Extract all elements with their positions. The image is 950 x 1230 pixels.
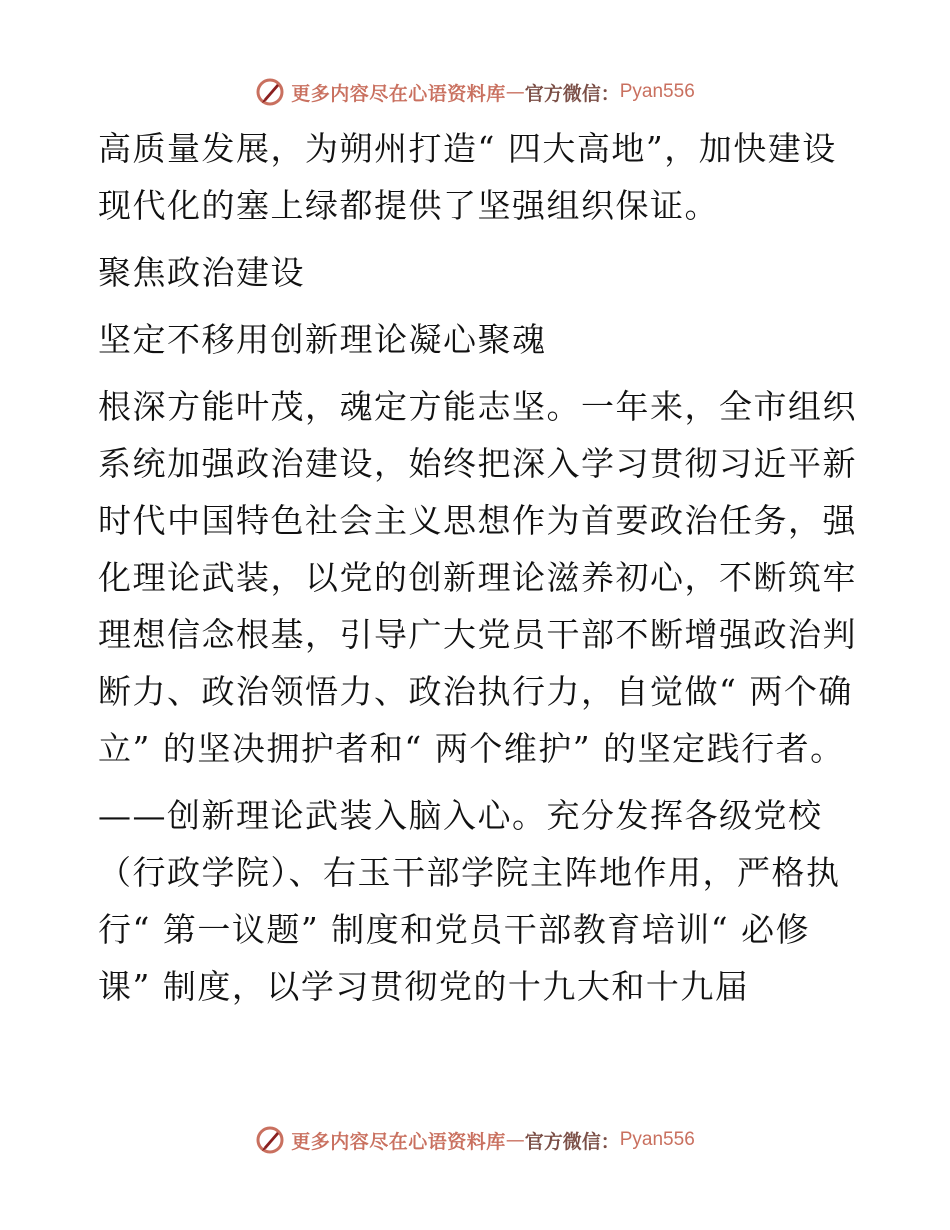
watermark-handle: Pyan556 — [619, 1129, 695, 1150]
document-body — [98, 120, 858, 1025]
watermark-brand: 更多内容尽在心语资料库 — [291, 82, 506, 105]
paragraph-intro-continuation: 高质量发展，为朔州打造“ 四大高地”，加快建设现代化的塞上绿都提供了坚强组织保证。 — [98, 129, 837, 225]
watermark-label: 官方微信： — [524, 1130, 620, 1153]
watermark-footer — [0, 1120, 950, 1160]
watermark-separator: — — [505, 1129, 525, 1151]
watermark-header — [0, 72, 950, 112]
section-subheading: 坚定不移用创新理论凝心聚魂 — [98, 320, 547, 359]
paragraph-theory-armament: ——创新理论武装入脑入心。充分发挥各级党校（行政学院）、右玉干部学院主阵地作用，严格执行“ 第一议题” 制度和党员干部教育培训“ 必修课” 制度，以学习贯彻党的十九大和十九届 — [98, 796, 841, 1006]
quill-pen-circle-icon — [255, 77, 285, 107]
quill-pen-circle-icon — [255, 1125, 285, 1155]
watermark-separator: — — [505, 81, 525, 103]
section-heading: 聚焦政治建设 — [98, 253, 305, 292]
watermark-brand: 更多内容尽在心语资料库 — [291, 1130, 506, 1153]
watermark-label: 官方微信： — [524, 82, 620, 105]
watermark-handle: Pyan556 — [619, 81, 695, 102]
paragraph-political-building: 根深方能叶茂，魂定方能志坚。一年来，全市组织系统加强政治建设，始终把深入学习贯彻习近平新时代中国特色社会主义思想作为首要政治任务，强化理论武装，以党的创新理论滋养初心，不断筑牢理想信念根基，引导广大党员干部不断增强政治判断力、政治领悟力、政治执行力，自觉做“ 两个确立” 的坚决拥护者和“ 两个维护” 的坚定践行者。 — [98, 387, 857, 768]
